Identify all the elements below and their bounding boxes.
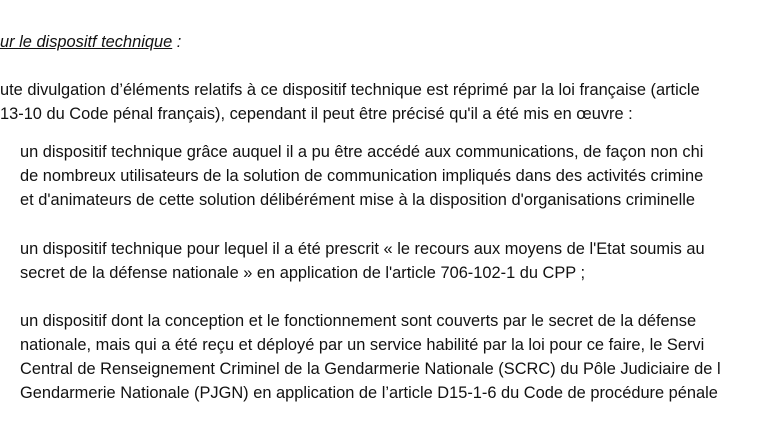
list-item-line: un dispositif technique grâce auquel il a pu être accédé aux communications, de façon non chi [20, 143, 704, 161]
section-heading-underlined: ur le dispositf technique [0, 33, 173, 51]
list-item-line: Central de Renseignement Criminel de la Gendarmerie Nationale (SCRC) du Pôle Judiciaire de l [20, 360, 721, 378]
list-item-line: nationale, mais qui a été reçu et déployé par un service habilité par la loi pour ce faire, le Servi [20, 336, 705, 354]
list-item-line: de nombreux utilisateurs de la solution de communication impliqués dans des activités crimine [20, 167, 704, 185]
list-item-line: un dispositif technique pour lequel il a été prescrit « le recours aux moyens de l'Etat soumis au [20, 240, 705, 258]
list-item-line: un dispositif dont la conception et le fonctionnement sont couverts par le secret de la défense [20, 312, 697, 330]
list-item-line: Gendarmerie Nationale (PJGN) en application de l’article D15-1-6 du Code de procédure pénale [20, 384, 718, 402]
list-item-line: et d'animateurs de cette solution délibérément mise à la disposition d'organisations criminelle [20, 191, 695, 209]
intro-line-1: ute divulgation d’éléments relatifs à ce dispositif technique est réprimé par la loi française (article [0, 81, 700, 99]
section-heading [0, 30, 181, 54]
section-heading-suffix: : [172, 33, 182, 51]
intro-line-2: 13-10 du Code pénal français), cependant il peut être précisé qu'il a été mis en œuvre : [0, 105, 633, 123]
list-item-line: secret de la défense nationale » en application de l'article 706-102-1 du CPP ; [20, 264, 586, 282]
